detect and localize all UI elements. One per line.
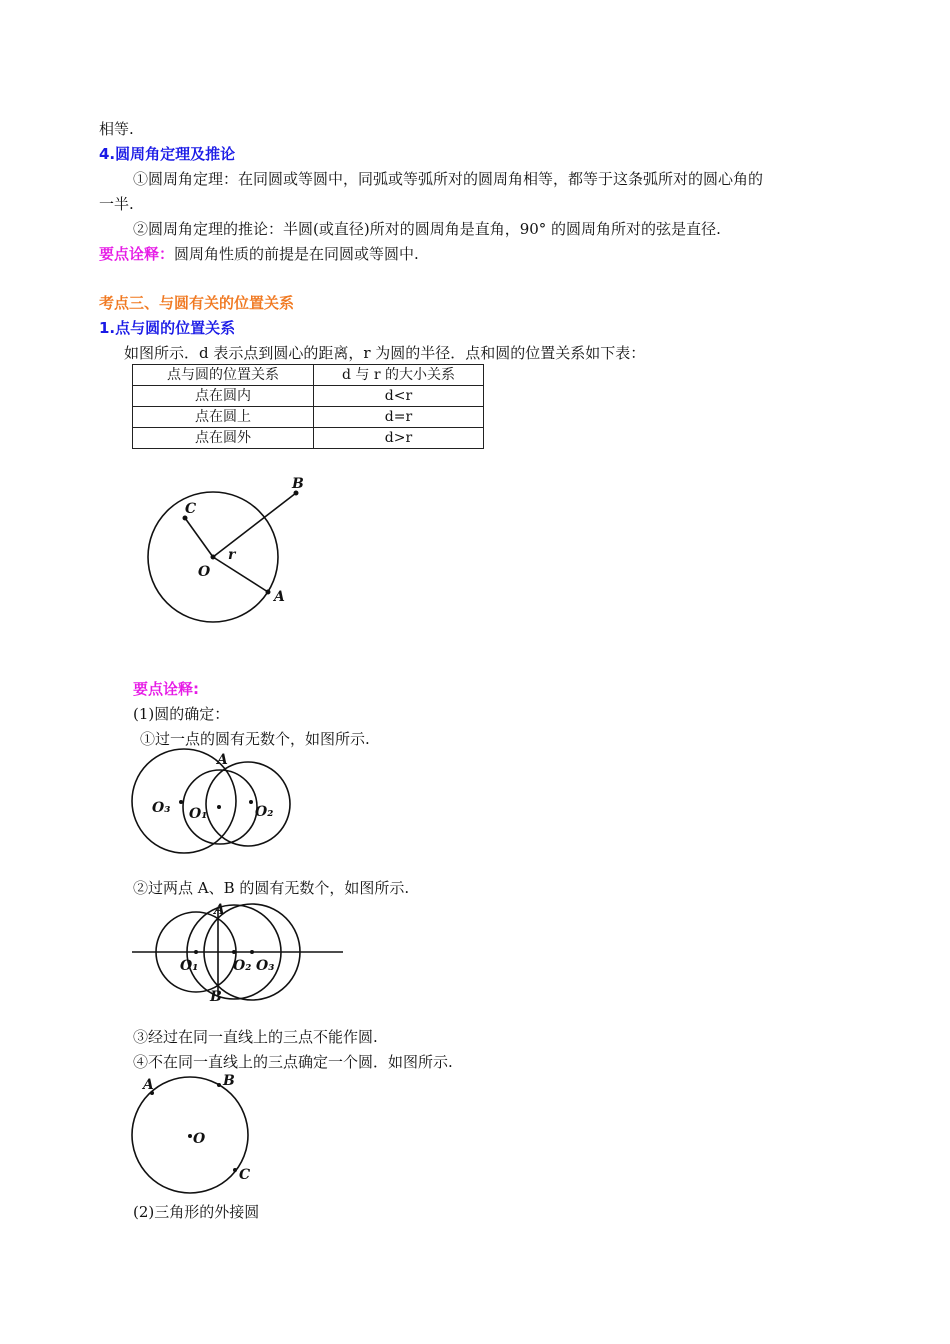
heading-point-circle: 1.点与圆的位置关系: [99, 319, 236, 337]
figure-one-point-circles: [132, 749, 290, 853]
table-cell: 点在圆内: [133, 386, 314, 407]
text-line: ②过两点 A、B 的圆有无数个，如图所示.: [133, 879, 410, 897]
table-cell: d>r: [314, 428, 484, 449]
label-O3: O₃: [256, 958, 275, 974]
figure-point-circle: [148, 476, 304, 622]
table-header: 点与圆的位置关系: [133, 365, 314, 386]
label-O2: O₂: [233, 958, 252, 974]
table-cell: d<r: [314, 386, 484, 407]
section-heading: 考点三、与圆有关的位置关系: [99, 294, 295, 312]
label-O2: O₂: [255, 804, 274, 820]
label-A: A: [217, 752, 228, 768]
label-C: C: [239, 1167, 251, 1183]
heading-inscribed-angle: 4.圆周角定理及推论: [99, 145, 236, 163]
label-A: A: [274, 589, 285, 605]
label-B: B: [210, 989, 222, 1005]
figure-three-point-circle: [132, 1073, 250, 1193]
label-A: A: [143, 1077, 154, 1093]
label-B: B: [223, 1073, 235, 1089]
table-cell: 点在圆外: [133, 428, 314, 449]
text-line: 一半.: [99, 195, 134, 213]
label-r: r: [228, 547, 236, 563]
table-header: d 与 r 的大小关系: [314, 365, 484, 386]
label-O1: O₁: [180, 958, 199, 974]
label-O: O: [198, 564, 211, 580]
text-line: (2)三角形的外接圆: [133, 1203, 260, 1221]
label-O: O: [193, 1131, 206, 1147]
table-cell: d=r: [314, 407, 484, 428]
text-line: ①过一点的圆有无数个，如图所示.: [140, 730, 370, 748]
text-line: ④不在同一直线上的三点确定一个圆．如图所示.: [133, 1053, 453, 1071]
figure-two-point-circles: [132, 902, 343, 1005]
text-line: (1)圆的确定：: [133, 705, 230, 723]
text-line: ③经过在同一直线上的三点不能作圆.: [133, 1028, 378, 1046]
label-O3: O₃: [152, 800, 171, 816]
label-A: A: [214, 902, 225, 918]
label-O1: O₁: [189, 806, 208, 822]
note-text: 圆周角性质的前提是在同圆或等圆中.: [174, 245, 419, 263]
label-C: C: [185, 501, 197, 517]
text-line: 如图所示．d 表示点到圆心的距离，r 为圆的半径．点和圆的位置关系如下表：: [124, 344, 646, 362]
text-line: ②圆周角定理的推论：半圆(或直径)所对的圆周角是直角，90° 的圆周角所对的弦是直径.: [133, 220, 721, 238]
label-B: B: [292, 476, 304, 492]
note-label: 要点诠释:: [133, 680, 199, 698]
table-cell: 点在圆上: [133, 407, 314, 428]
text-line: ①圆周角定理：在同圆或等圆中，同弧或等弧所对的圆周角相等，都等于这条弧所对的圆心角的: [133, 170, 764, 188]
note-label: 要点诠释：: [99, 245, 175, 263]
text-line: 相等.: [99, 120, 134, 138]
